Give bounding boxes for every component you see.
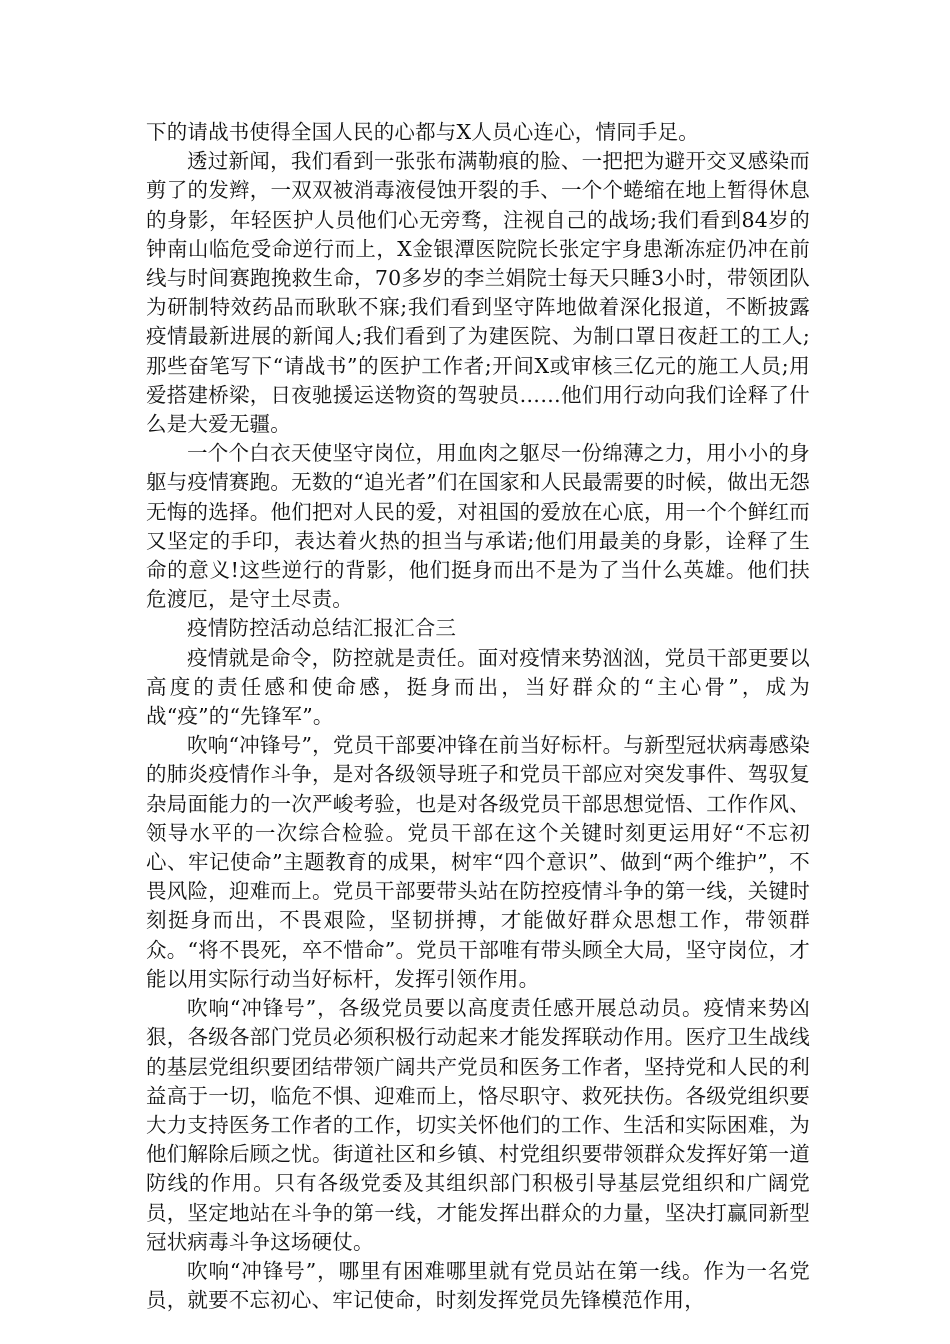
section-heading: 疫情防控活动总结汇报汇合三 [187,616,457,641]
paragraph-bugle-mobilization: 吹响“冲锋号”，各级党员要以高度责任感开展总动员。疫情来势凶狠，各级各部门党员必须积极行动起来才能发挥联动作用。医疗卫生战线的基层党组织要团结带领广阔共产党员和医务工作者，坚持党和人民的利益高于一切，临危不惧、迎难而上，恪尽职守、救死扶伤。各级党组织要大力支持医务工作者的工作，切实关怀他们的工作、生活和实际困难，为他们解除后顾之忧。街道社区和乡镇、村党组织要带领群众发挥好第一道防线的作用。只有各级党委及其组织部门积极引导基层党组织和广阔党员，坚定地站在斗争的第一线，才能发挥出群众的力量，坚决打赢同新型冠状病毒斗争这场硬仗。 [146,996,810,1254]
paragraph-news-scenes: 透过新闻，我们看到一张张布满勒痕的脸、一把把为避开交叉感染而剪了的发辫，一双双被消毒液侵蚀开裂的手、一个个蜷缩在地上暂得休息的身影，年轻医护人员他们心无旁骛，注视自己的战场;我们看到84岁的钟南山临危受命逆行而上，X金银潭医院院长张定宇身患渐冻症仍冲在前线与时间赛跑挽救生命，70多岁的李兰娟院士每天只睡3小时，带领团队为研制特效药品而耿耿不寐;我们看到坚守阵地做着深化报道，不断披露疫情最新进展的新闻人;我们看到了为建医院、为制口罩日夜赶工的工人;那些奋笔写下“请战书”的医护工作者;开间X或审核三亿元的施工人员;用爱搭建桥梁，日夜驰援运送物资的驾驶员……他们用行动向我们诠释了什么是大爱无疆。 [146,149,810,437]
paragraph-white-angels: 一个个白衣天使坚守岗位，用血肉之躯尽一份绵薄之力，用小小的身躯与疫情赛跑。无数的“追光者”们在国家和人民最需要的时候，做出无怨无悔的选择。他们把对人民的爱，对祖国的爱放在心底，用一个个鲜红而又坚定的手印，表达着火热的担当与承诺;他们用最美的身影，诠释了生命的意义!这些逆行的背影，他们挺身而出不是为了当什么英雄。他们扶危渡厄，是守土尽责。 [146,441,810,612]
paragraph-bugle-cadres: 吹响“冲锋号”，党员干部要冲锋在前当好标杆。与新型冠状病毒感染的肺炎疫情作斗争，是对各级领导班子和党员干部应对突发事件、驾驭复杂局面能力的一次严峻考验，也是对各级党员干部思想觉悟、工作作风、领导水平的一次综合检验。党员干部在这个关键时刻更运用好“不忘初心、牢记使命”主题教育的成果，树牢“四个意识”、做到“两个维护”，不畏风险，迎难而上。党员干部要带头站在防控疫情斗争的第一线，关键时刻挺身而出，不畏艰险，坚韧拼搏，才能做好群众思想工作，带领群众。“将不畏死，卒不惜命”。党员干部唯有带头顾全大局，坚守岗位，才能以用实际行动当好标杆，发挥引领作用。 [146,733,810,991]
paragraph-continuation: 下的请战书使得全国人民的心都与X人员心连心，情同手足。 [146,120,699,144]
paragraph-epidemic-command: 疫情就是命令，防控就是责任。面对疫情来势汹汹，党员干部更要以高度的责任感和使命感，挺身而出，当好群众的“主心骨”，成为战“疫”的“先锋军”。 [146,645,810,729]
paragraph-bugle-frontline: 吹响“冲锋号”，哪里有困难哪里就有党员站在第一线。作为一名党员，就要不忘初心、牢记使命，时刻发挥党员先锋模范作用， [146,1258,810,1313]
document-page [146,118,810,1315]
